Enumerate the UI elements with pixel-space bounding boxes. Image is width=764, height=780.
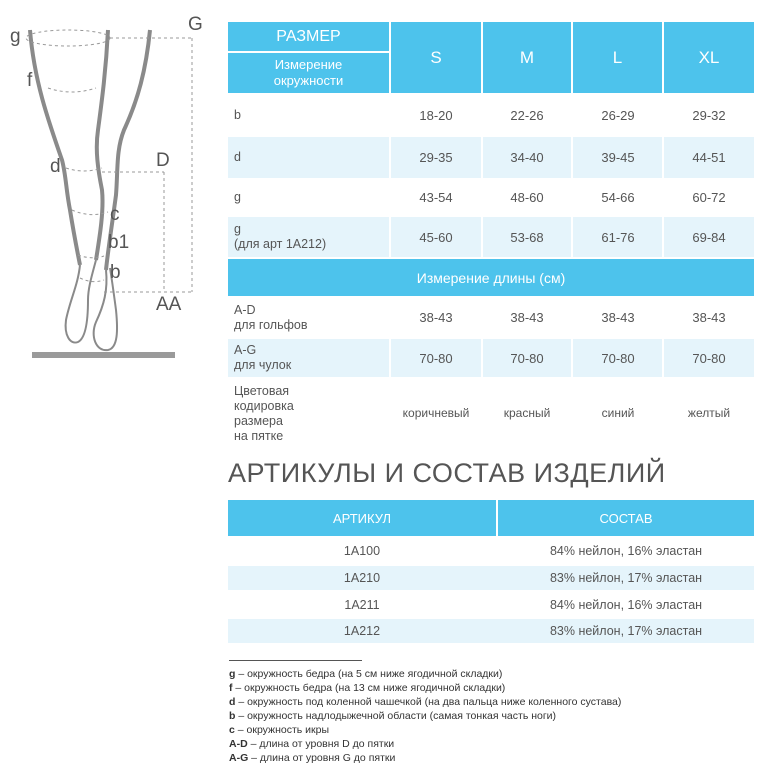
cell-color-XL: желтый xyxy=(687,406,731,420)
composition-4: 83% нейлон, 17% эластан xyxy=(549,624,703,638)
row-label-color: Цветовая кодировка размера на пятке xyxy=(234,384,294,443)
article-2: 1А210 xyxy=(343,571,381,585)
row-label-b: b xyxy=(234,108,241,122)
cell-b-M: 22-26 xyxy=(510,108,544,123)
composition-1: 84% нейлон, 16% эластан xyxy=(549,544,703,558)
label-d: d xyxy=(50,156,61,177)
footnote-divider xyxy=(229,660,362,661)
leg-illustration xyxy=(0,0,225,370)
label-b: b xyxy=(110,262,121,283)
cell-g212-L: 61-76 xyxy=(601,230,635,245)
label-AA: AA xyxy=(156,294,182,315)
cell-g212-XL: 69-84 xyxy=(692,230,726,245)
cell-g212-M: 53-68 xyxy=(510,230,544,245)
cell-color-M: красный xyxy=(503,406,551,420)
row-label-g212: g (для арт 1А212) xyxy=(234,222,327,251)
cell-AD-M: 38-43 xyxy=(510,310,544,325)
footnote-d: d – окружность под коленной чашечкой (на два пальца ниже коленного сустава) xyxy=(229,696,622,708)
row-label-AG: A-G для чулок xyxy=(234,343,292,372)
article-3: 1А211 xyxy=(344,598,380,612)
cell-AG-S: 70-80 xyxy=(419,351,453,366)
cell-color-L: синий xyxy=(601,406,635,420)
cell-d-L: 39-45 xyxy=(601,150,635,165)
col-article: АРТИКУЛ xyxy=(228,500,496,536)
cell-g-M: 48-60 xyxy=(510,190,544,205)
footnote-b: b – окружность надлодыжечной области (самая тонкая часть ноги) xyxy=(229,710,557,722)
cell-AD-XL: 38-43 xyxy=(692,310,726,325)
footnote-AG: A-G – длина от уровня G до пятки xyxy=(229,752,396,764)
article-1: 1А100 xyxy=(343,544,381,558)
label-g: g xyxy=(10,26,21,47)
size-col-M: M xyxy=(483,22,571,93)
footnote-g: g – окружность бедра (на 5 см ниже ягодичной складки) xyxy=(229,668,503,680)
cell-g-XL: 60-72 xyxy=(692,190,726,205)
cell-g-L: 54-66 xyxy=(601,190,635,205)
cell-AG-XL: 70-80 xyxy=(692,351,726,366)
cell-b-XL: 29-32 xyxy=(692,108,726,123)
footnote-f: f – окружность бедра (на 13 см ниже ягодичной складки) xyxy=(229,682,506,694)
size-col-L: L xyxy=(573,22,662,93)
cell-d-M: 34-40 xyxy=(510,150,544,165)
label-G: G xyxy=(188,14,203,35)
label-b1: b1 xyxy=(108,232,130,253)
label-D: D xyxy=(156,150,170,171)
composition-2: 83% нейлон, 17% эластан xyxy=(549,571,703,585)
cell-AD-L: 38-43 xyxy=(601,310,635,325)
footnote-c: c – окружность икры xyxy=(229,724,329,736)
row-label-d: d xyxy=(234,150,241,164)
cell-b-L: 26-29 xyxy=(601,108,635,123)
cell-d-S: 29-35 xyxy=(419,150,453,165)
label-c: c xyxy=(110,204,120,225)
cell-AG-L: 70-80 xyxy=(601,351,635,366)
footnote-AD: A-D – длина от уровня D до пятки xyxy=(229,738,395,750)
size-col-XL: XL xyxy=(664,22,754,93)
cell-g-S: 43-54 xyxy=(419,190,453,205)
composition-3: 84% нейлон, 16% эластан xyxy=(549,598,703,612)
label-f: f xyxy=(27,70,33,91)
cell-g212-S: 45-60 xyxy=(419,230,453,245)
header-circumference: Измерение окружности xyxy=(228,53,389,93)
article-4: 1А212 xyxy=(343,624,381,638)
cell-color-S: коричневый xyxy=(402,406,470,420)
cell-d-XL: 44-51 xyxy=(692,150,726,165)
cell-AG-M: 70-80 xyxy=(510,351,544,366)
row-label-AD: A-D для гольфов xyxy=(234,303,308,332)
col-composition: СОСТАВ xyxy=(498,500,754,536)
header-size: РАЗМЕР xyxy=(228,22,389,51)
length-header: Измерение длины (см) xyxy=(228,259,754,296)
articles-title: АРТИКУЛЫ И СОСТАВ ИЗДЕЛИЙ xyxy=(228,458,666,488)
cell-AD-S: 38-43 xyxy=(419,310,453,325)
size-col-S: S xyxy=(391,22,481,93)
cell-b-S: 18-20 xyxy=(419,108,453,123)
row-label-g: g xyxy=(234,190,241,204)
